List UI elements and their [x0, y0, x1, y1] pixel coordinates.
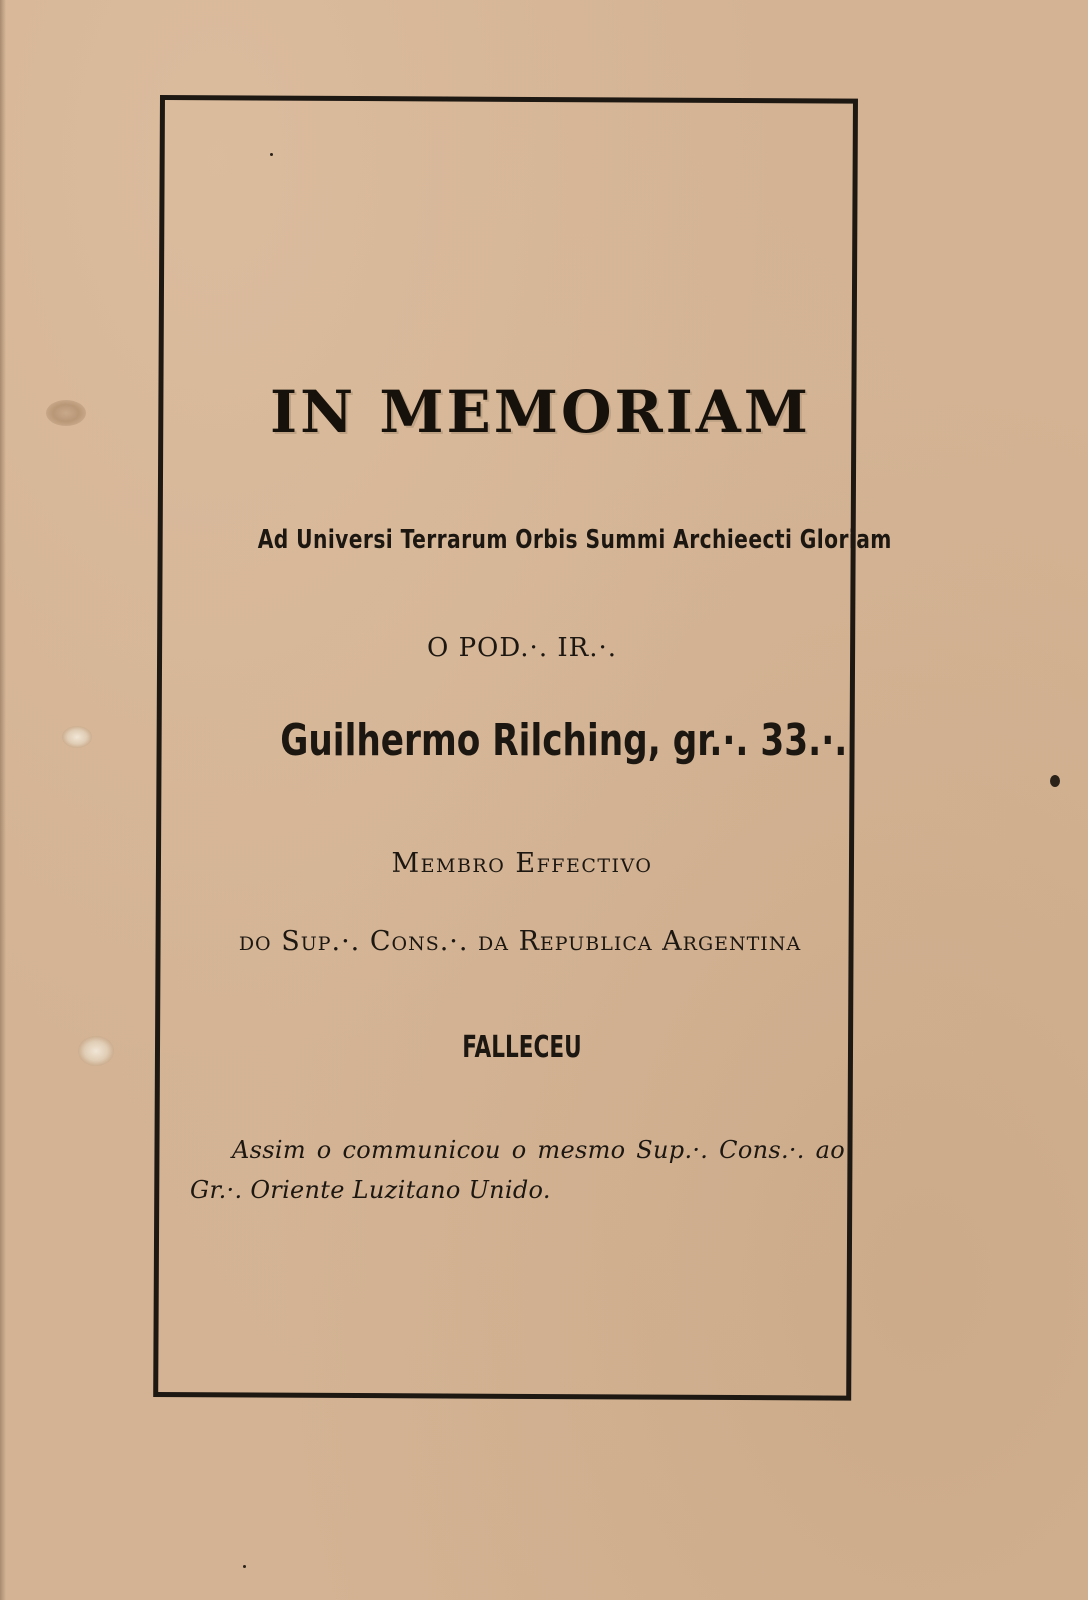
- binding-hole: [46, 400, 86, 426]
- deceased-name: Guilhermo Rilching, gr.·. 33.·.: [280, 715, 848, 766]
- masonic-motto: Ad Universi Terrarum Orbis Summi Archieecti Gloriam: [257, 525, 892, 555]
- death-announcement: FALLECEU: [462, 1030, 582, 1065]
- ink-speck: [1050, 775, 1060, 787]
- member-role: Membro Effectivo: [391, 848, 653, 879]
- binding-hole: [62, 726, 92, 748]
- memorial-title: IN MEMORIAM: [270, 378, 812, 446]
- page-left-edge: [0, 0, 6, 1600]
- supreme-council-line: do Sup.·. Cons.·. da Republica Argentina: [238, 926, 802, 957]
- ink-speck: [243, 1565, 246, 1568]
- binding-hole: [78, 1036, 114, 1066]
- closing-paragraph: Assim o communicou o mesmo Sup.·. Cons.·. ao Gr.·. Oriente Luzitano Unido.: [190, 1136, 845, 1204]
- honorific-line: O POD.·. IR.·.: [426, 633, 617, 663]
